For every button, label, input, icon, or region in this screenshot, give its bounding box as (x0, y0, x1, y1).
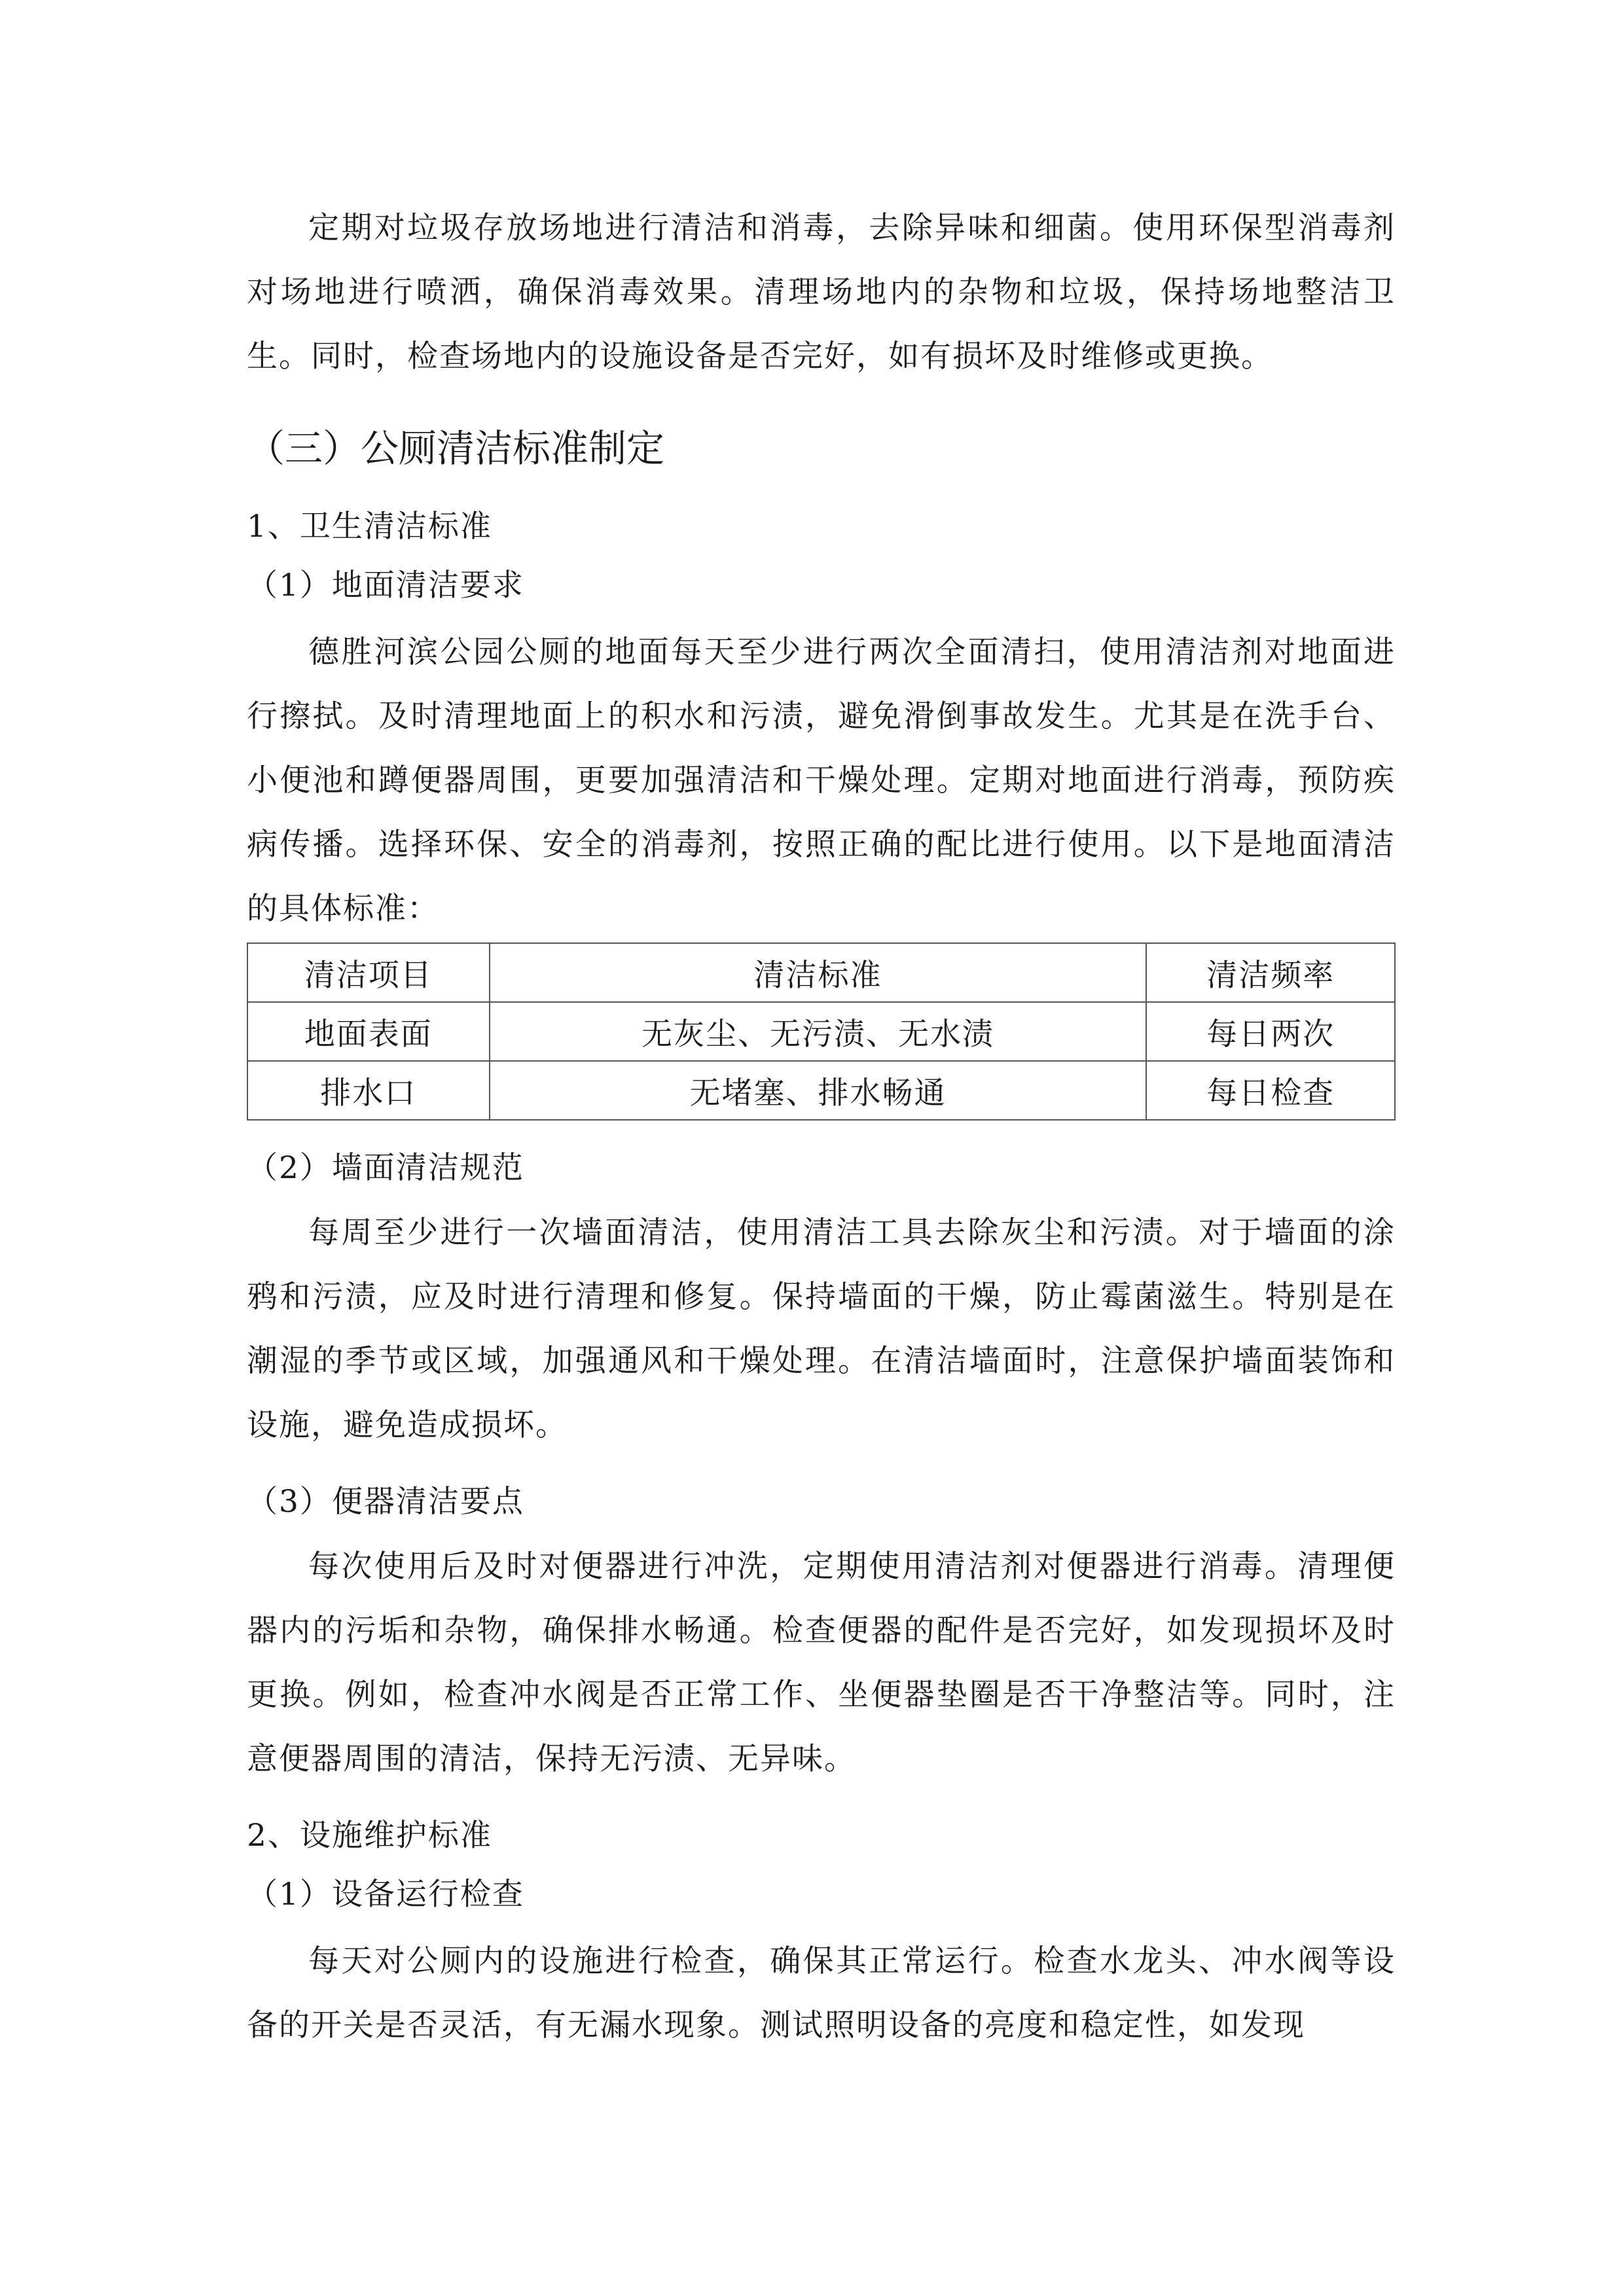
table-row (247, 1002, 1395, 1061)
table-header-cell: 清洁频率 (1146, 943, 1395, 1002)
paragraph-toilet-cleaning: 每次使用后及时对便器进行冲洗，定期使用清洁剂对便器进行消毒。清理便器内的污垢和杂物，确保排水畅通。检查便器的配件是否完好，如发现损坏及时更换。例如，检查冲水阀是否正常工作、坐便器垫圈是否干净整洁等。同时，注意便器周围的清洁，保持无污渍、无异味。 (247, 1549, 1396, 1777)
table-cell: 地面表面 (247, 1002, 490, 1061)
paragraph-wall-cleaning: 每周至少进行一次墙面清洁，使用清洁工具去除灰尘和污渍。对于墙面的涂鸦和污渍，应及时进行清理和修复。保持墙面的干燥，防止霉菌滋生。特别是在潮湿的季节或区域，加强通风和干燥处理。在清洁墙面时，注意保护墙面装饰和设施，避免造成损坏。 (247, 1215, 1396, 1443)
table-cell: 每日检查 (1146, 1061, 1395, 1120)
subheading-equipment-check: （1）设备运行检查 (247, 1876, 524, 1912)
section-heading: （三）公厕清洁标准制定 (247, 426, 665, 471)
paragraph-equipment-check: 每天对公厕内的设施进行检查，确保其正常运行。检查水龙头、冲水阀等设备的开关是否灵活，有无漏水现象。测试照明设备的亮度和稳定性，如发现 (247, 1943, 1396, 2043)
table-cell: 无堵塞、排水畅通 (490, 1061, 1147, 1120)
subheading-floor-cleaning: （1）地面清洁要求 (247, 567, 524, 603)
table-header-cell: 清洁项目 (247, 943, 490, 1002)
table-cell: 每日两次 (1146, 1002, 1395, 1061)
subheading-sanitation-standard: 1、卫生清洁标准 (247, 509, 492, 545)
subheading-facility-maintenance: 2、设施维护标准 (247, 1818, 492, 1854)
subheading-toilet-cleaning: （3）便器清洁要点 (247, 1484, 524, 1520)
table-cell: 无灰尘、无污渍、无水渍 (490, 1002, 1147, 1061)
table-header-cell: 清洁标准 (490, 943, 1147, 1002)
paragraph-garbage-site: 定期对垃圾存放场地进行清洁和消毒，去除异味和细菌。使用环保型消毒剂对场地进行喷洒，确保消毒效果。清理场地内的杂物和垃圾，保持场地整洁卫生。同时，检查场地内的设施设备是否完好，如有损坏及时维修或更换。 (247, 210, 1396, 374)
subheading-wall-cleaning: （2）墙面清洁规范 (247, 1150, 524, 1186)
floor-cleaning-table (247, 942, 1396, 1121)
paragraph-floor-cleaning: 德胜河滨公园公厕的地面每天至少进行两次全面清扫，使用清洁剂对地面进行擦拭。及时清理地面上的积水和污渍，避免滑倒事故发生。尤其是在洗手台、小便池和蹲便器周围，更要加强清洁和干燥处理。定期对地面进行消毒，预防疾病传播。选择环保、安全的消毒剂，按照正确的配比进行使用。以下是地面清洁的具体标准： (247, 634, 1396, 927)
table-row (247, 1061, 1395, 1120)
table-cell: 排水口 (247, 1061, 490, 1120)
table-header-row (247, 943, 1395, 1002)
